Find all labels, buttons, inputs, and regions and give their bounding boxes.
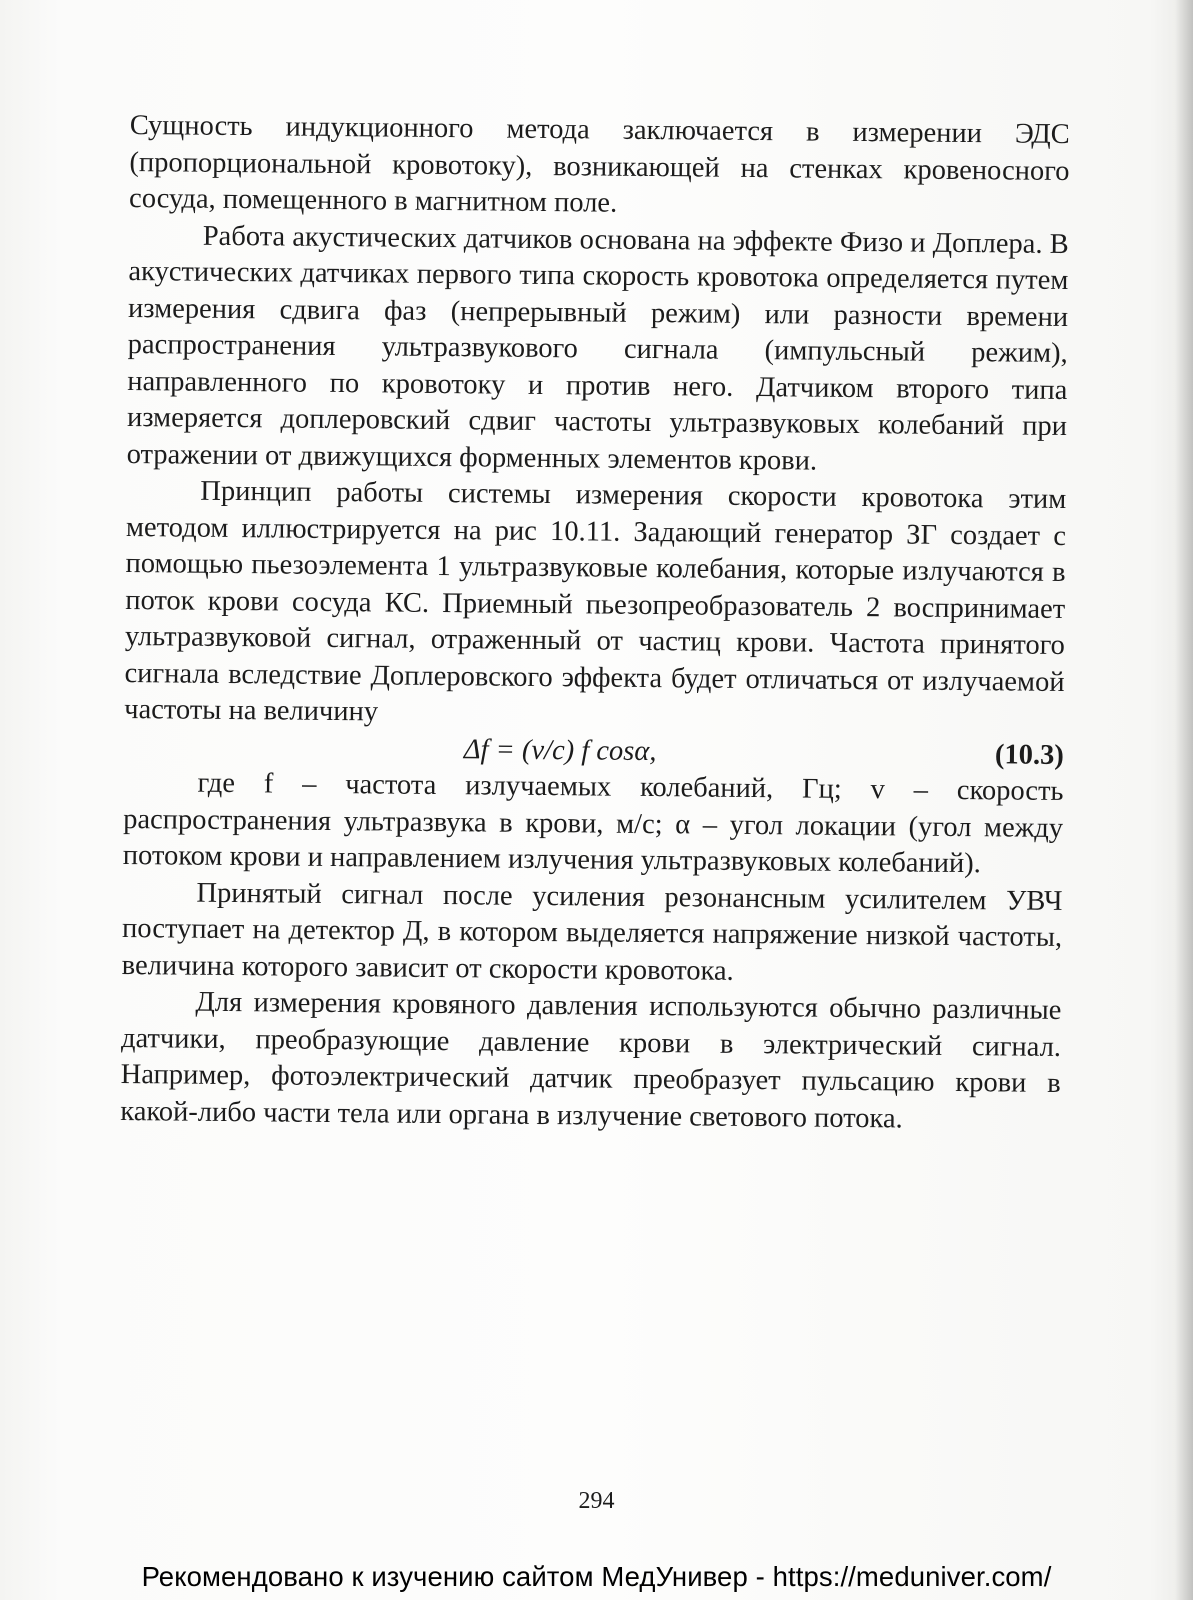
- page-number: 294: [578, 1488, 615, 1514]
- paragraph-induction-method: Сущность индукционного метода заключается в измерении ЭДС (пропорциональной кровотоку), возникающей на стенках кровеносного сосуда, помещенного в магнитном поле.: [128, 109, 1070, 219]
- watermark-text: Рекомендовано к изучению сайтом МедУнивер - https://meduniver.com/: [141, 1561, 1052, 1592]
- paragraph-blood-pressure: Для измерения кровяного давления используются обычно различные датчики, преобразующие давление крови в электрический сигнал. Например, фотоэлектрический датчик преобразует пульсацию крови в какой-либо части тела или органа в излучение светового потока.: [120, 986, 1062, 1134]
- page-edge-shadow: [1175, 0, 1193, 1600]
- page-body: [120, 108, 1070, 1139]
- paragraph-measurement-principle: Принцип работы системы измерения скорости кровотока этим методом иллюстрируется на рис 10.11. Задающий генератор ЗГ создает с помощью пьезоэлемента 1 ультразвуковые колебания, которые излучаются в поток крови сосуда КС. Приемный пьезопреобразователь 2 воспринимает ультразвуковой сигнал, отраженный от частиц крови. Частота принятого сигнала вследствие Доплеровского эффекта будет отличаться от излучаемой частоты на величину: [124, 475, 1067, 728]
- paragraph-acoustic-sensors: Работа акустических датчиков основана на эффекте Физо и Доплера. В акустических датчиках первого типа скорость кровотока определяется путем измерения сдвига фаз (непрерывный режим) или разности времени распространения ультразвукового сигнала (импульсный режим), направленного по кровотоку и против него. Датчиком второго типа измеряется доплеровский сдвиг частоты ультразвуковых колебаний при отражении от движущихся форменных элементов крови.: [126, 220, 1069, 477]
- equation-number: (10.3): [994, 738, 1064, 771]
- doppler-formula: Δf = (v/c) f cosα,: [463, 733, 657, 767]
- paragraph-received-signal: Принятый сигнал после усиления резонансным усилителем УВЧ поступает на детектор Д, в котором выделяется напряжение низкой частоты, величина которого зависит от скорости кровотока.: [121, 877, 1063, 987]
- paragraph-formula-explanation: где f – частота излучаемых колебаний, Гц; v – скорость распространения ультразвука в крови, м/с; α – угол локации (угол между потоком крови и направлением излучения ультразвуковых колебаний).: [122, 767, 1064, 880]
